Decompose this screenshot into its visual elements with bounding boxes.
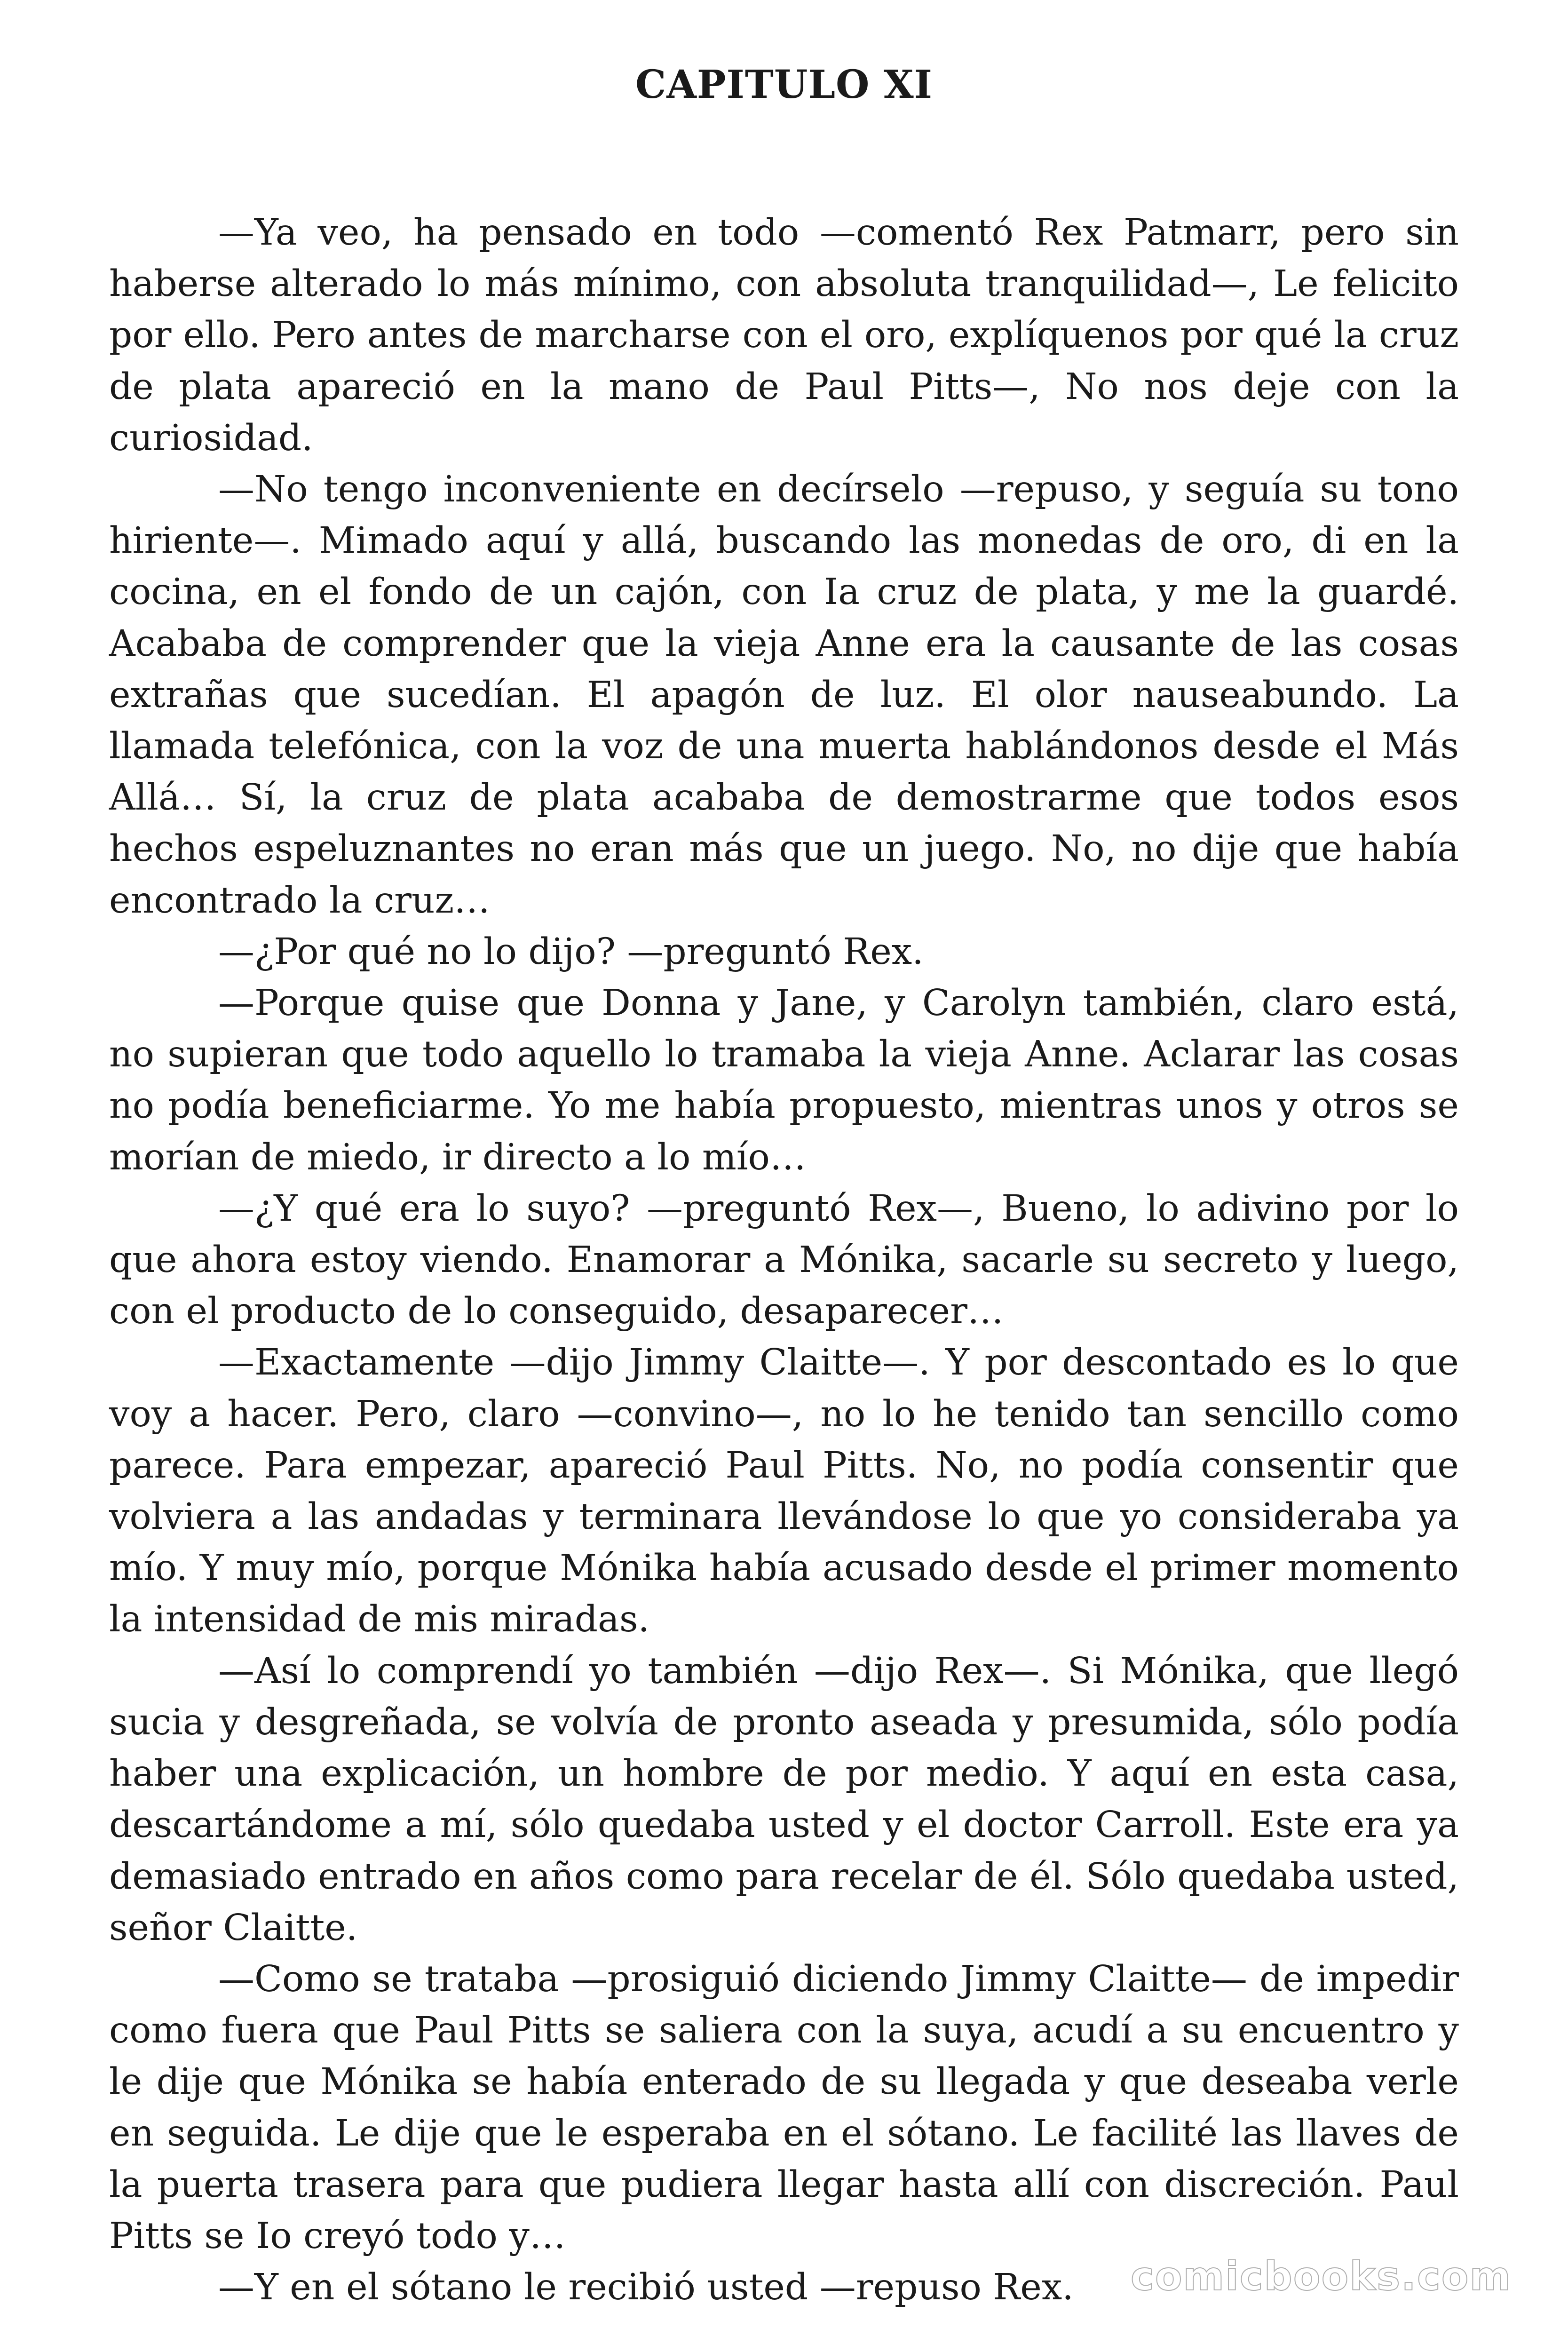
paragraph: —Ya veo, ha pensado en todo —comentó Rex Patmarr, pero sin haberse alterado lo más mínimo, con absoluta tranquilidad—, Le felicito por ello. Pero antes de marcharse con el oro, explíquenos por qué la cruz de plata apareció en la mano de Paul Pitts—, No nos deje con la curiosidad. — [109, 212, 1459, 459]
paragraph: —Así lo comprendí yo también —dijo Rex—. Si Mónika, que llegó sucia y desgreñada, se volvía de pronto aseada y presumida, sólo podía haber una explicación, un hombre de por medio. Y aquí en esta casa, descartándome a mí, sólo quedaba usted y el doctor Carroll. Este era ya demasiado entrado en años como para recelar de él. Sólo quedaba usted, señor Claitte. — [109, 1650, 1459, 1949]
chapter-body — [109, 207, 1459, 2313]
chapter-title: CAPITULO XI — [635, 62, 933, 107]
paragraph: —Exactamente —dijo Jimmy Claitte—. Y por descontado es lo que voy a hacer. Pero, claro —convino—, no lo he tenido tan sencillo como parece. Para empezar, apareció Paul Pitts. No, no podía consentir que volviera a las andadas y terminara llevándose lo que yo consideraba ya mío. Y muy mío, porque Mónika había acusado desde el primer momento la intensidad de mis miradas. — [109, 1342, 1459, 1641]
paragraph: —Como se trataba —prosiguió diciendo Jimmy Claitte— de impedir como fuera que Paul Pitts se saliera con la suya, acudí a su encuentro y le dije que Mónika se había enterado de su llegada y que deseaba verle en seguida. Le dije que le esperaba en el sótano. Le facilité las llaves de la puerta trasera para que pudiera llegar hasta allí con discreción. Paul Pitts se Io creyó todo y… — [109, 1958, 1459, 2257]
paragraph: —¿Por qué no lo dijo? —preguntó Rex. — [218, 930, 924, 973]
paragraph: —Y en el sótano le recibió usted —repuso Rex. — [218, 2266, 1074, 2309]
paragraph: —¿Y qué era lo suyo? —preguntó Rex—, Bueno, lo adivino por lo que ahora estoy viendo. Enamorar a Mónika, sacarle su secreto y luego, con el producto de lo conseguido, desaparecer… — [109, 1187, 1459, 1333]
paragraph: —No tengo inconveniente en decírselo —repuso, y seguía su tono hiriente—. Mimado aquí y allá, buscando las monedas de oro, di en la cocina, en el fondo de un cajón, con Ia cruz de plata, y me la guardé. Acababa de comprender que la vieja Anne era la causante de las cosas extrañas que sucedían. El apagón de luz. El olor nauseabundo. La llamada telefónica, con la voz de una muerta hablándonos desde el Más Allá… Sí, la cruz de plata acababa de demostrarme que todos esos hechos espeluznantes no eran más que un juego. No, no dije que había encontrado la cruz… — [109, 469, 1459, 922]
paragraph: —Porque quise que Donna y Jane, y Carolyn también, claro está, no supieran que todo aquello lo tramaba la vieja Anne. Aclarar las cosas no podía beneficiarme. Yo me había propuesto, mientras unos y otros se morían de miedo, ir directo a lo mío… — [109, 982, 1459, 1178]
watermark: comicbooks.com — [1131, 2253, 1512, 2299]
